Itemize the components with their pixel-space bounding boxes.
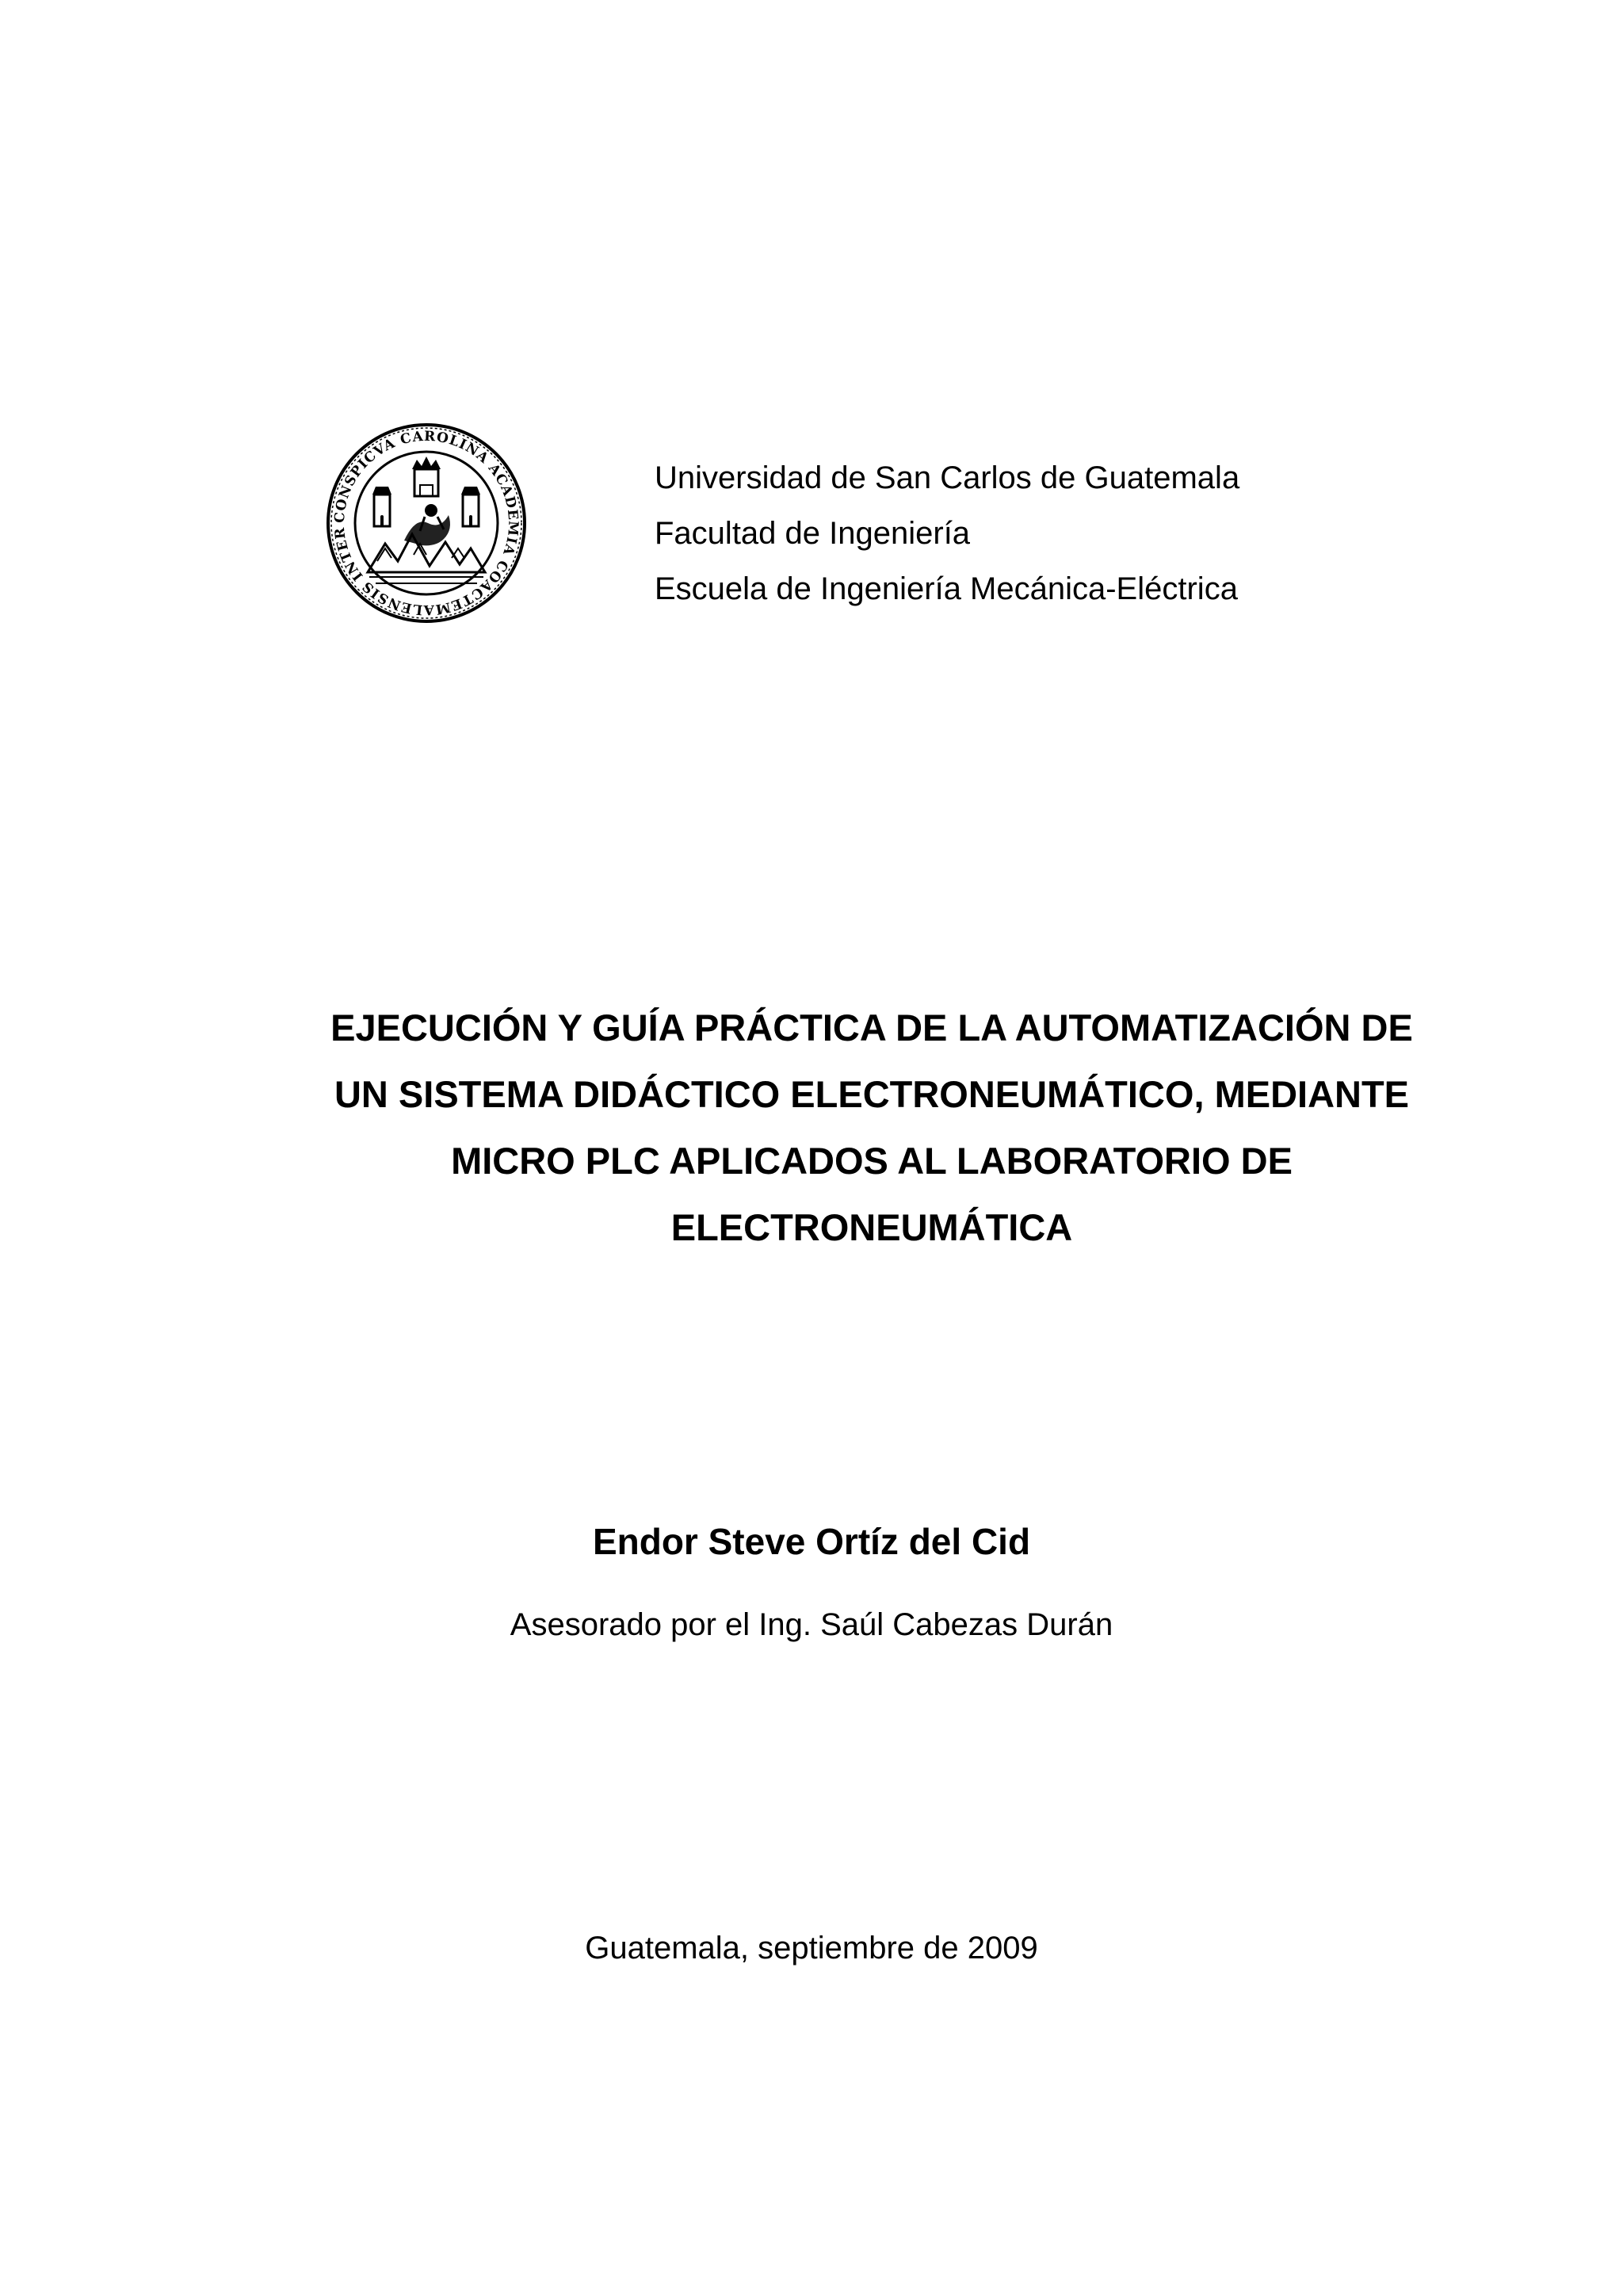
thesis-title [238,995,1506,1261]
university-seal-icon [325,422,528,625]
title-line: ELECTRONEUMÁTICA [670,1206,1073,1248]
title-line: UN SISTEMA DIDÁCTICO ELECTRONEUMÁTICO, MEDIANTE [334,1073,1410,1115]
advisor-line: Asesorado por el Ing. Saúl Cabezas Durán [510,1607,1113,1642]
institution-header [655,450,1239,617]
place-date: Guatemala, septiembre de 2009 [585,1931,1038,1966]
university-name: Universidad de San Carlos de Guatemala [655,460,1240,495]
faculty-name: Facultad de Ingeniería [655,516,971,551]
title-line: MICRO PLC APLICADOS AL LABORATORIO DE [451,1140,1293,1182]
svg-text:CONSPICVA CAROLINA ACADEMIA CO: CONSPICVA CAROLINA ACADEMIA COACTEMALENSIS INTER [331,428,521,618]
school-name: Escuela de Ingeniería Mecánica-Eléctrica [655,571,1238,606]
author-name: Endor Steve Ortíz del Cid [592,1521,1031,1562]
title-line: EJECUCIÓN Y GUÍA PRÁCTICA DE LA AUTOMATIZACIÓN DE [330,1007,1413,1049]
